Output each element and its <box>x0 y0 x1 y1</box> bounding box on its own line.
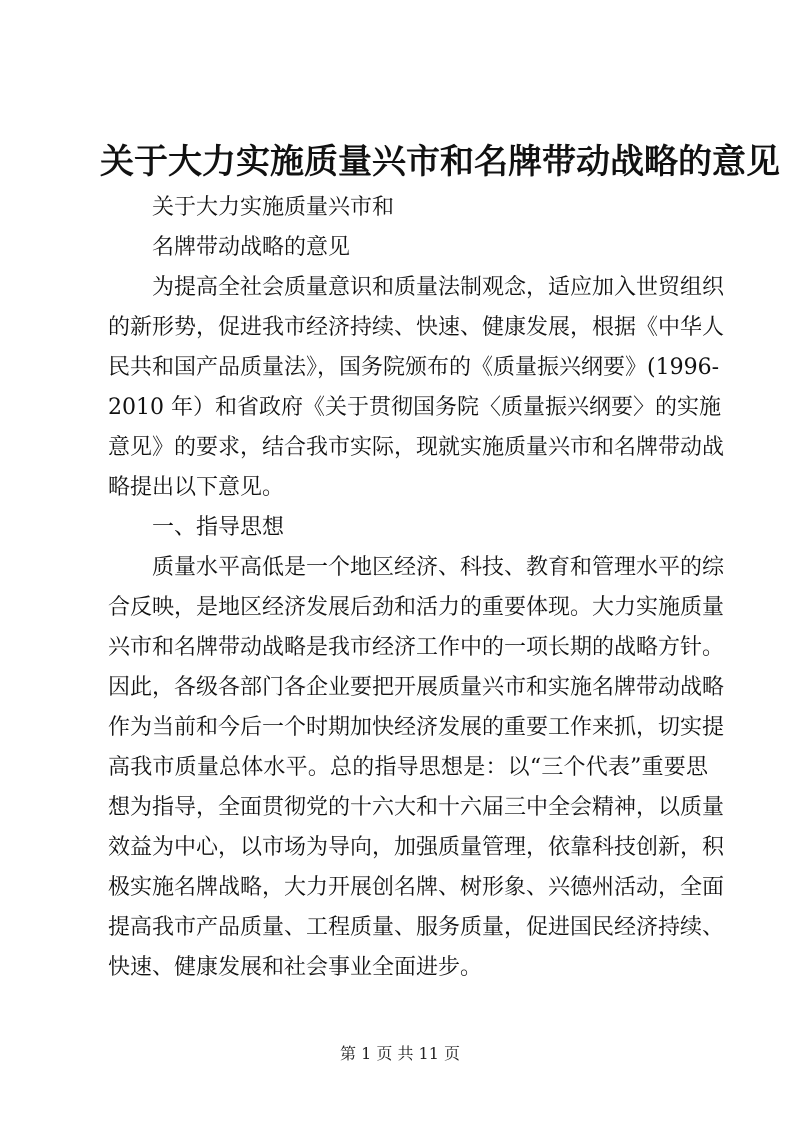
section-heading: 一、指导思想 <box>152 515 285 540</box>
paragraph-line: 合反映，是地区经济发展后劲和活力的重要体现。大力实施质量 <box>108 595 725 620</box>
paragraph-line: 2010 年）和省政府《关于贯彻国务院〈质量振兴纲要〉的实施 <box>108 395 721 420</box>
subtitle-line: 名牌带动战略的意见 <box>152 235 351 260</box>
paragraph-line: 民共和国产品质量法》，国务院颁布的《质量振兴纲要》(1996- <box>108 355 720 380</box>
paragraph-line: 兴市和名牌带动战略是我市经济工作中的一项长期的战略方针。 <box>108 635 725 660</box>
paragraph-line: 略提出以下意见。 <box>108 475 285 500</box>
intro-paragraph <box>108 268 725 508</box>
paragraph-line: 意见》的要求，结合我市实际，现就实施质量兴市和名牌带动战 <box>108 435 725 460</box>
paragraph-line: 为提高全社会质量意识和质量法制观念，适应加入世贸组织 <box>152 275 725 300</box>
paragraph-line: 高我市质量总体水平。总的指导思想是：以“三个代表”重要思 <box>108 755 708 780</box>
paragraph-line: 快速、健康发展和社会事业全面进步。 <box>108 955 483 980</box>
paragraph-line: 想为指导，全面贯彻党的十六大和十六届三中全会精神，以质量 <box>108 795 725 820</box>
paragraph-line: 作为当前和今后一个时期加快经济发展的重要工作来抓，切实提 <box>108 715 725 740</box>
paragraph-line: 因此，各级各部门各企业要把开展质量兴市和实施名牌带动战略 <box>108 675 725 700</box>
section-paragraph <box>108 548 725 988</box>
paragraph-line: 提高我市产品质量、工程质量、服务质量，促进国民经济持续、 <box>108 915 725 940</box>
page-number-footer: 第 1 页 共 11 页 <box>340 1044 460 1063</box>
document-title: 关于大力实施质量兴市和名牌带动战略的意见 <box>100 142 780 182</box>
paragraph-line: 极实施名牌战略，大力开展创名牌、树形象、兴德州活动，全面 <box>108 875 725 900</box>
document-body <box>108 188 725 988</box>
paragraph-line: 效益为中心，以市场为导向，加强质量管理，依靠科技创新，积 <box>108 835 725 860</box>
paragraph-line: 质量水平高低是一个地区经济、科技、教育和管理水平的综 <box>152 555 725 580</box>
subtitle-line: 关于大力实施质量兴市和 <box>152 195 395 220</box>
paragraph-line: 的新形势，促进我市经济持续、快速、健康发展，根据《中华人 <box>108 315 725 340</box>
